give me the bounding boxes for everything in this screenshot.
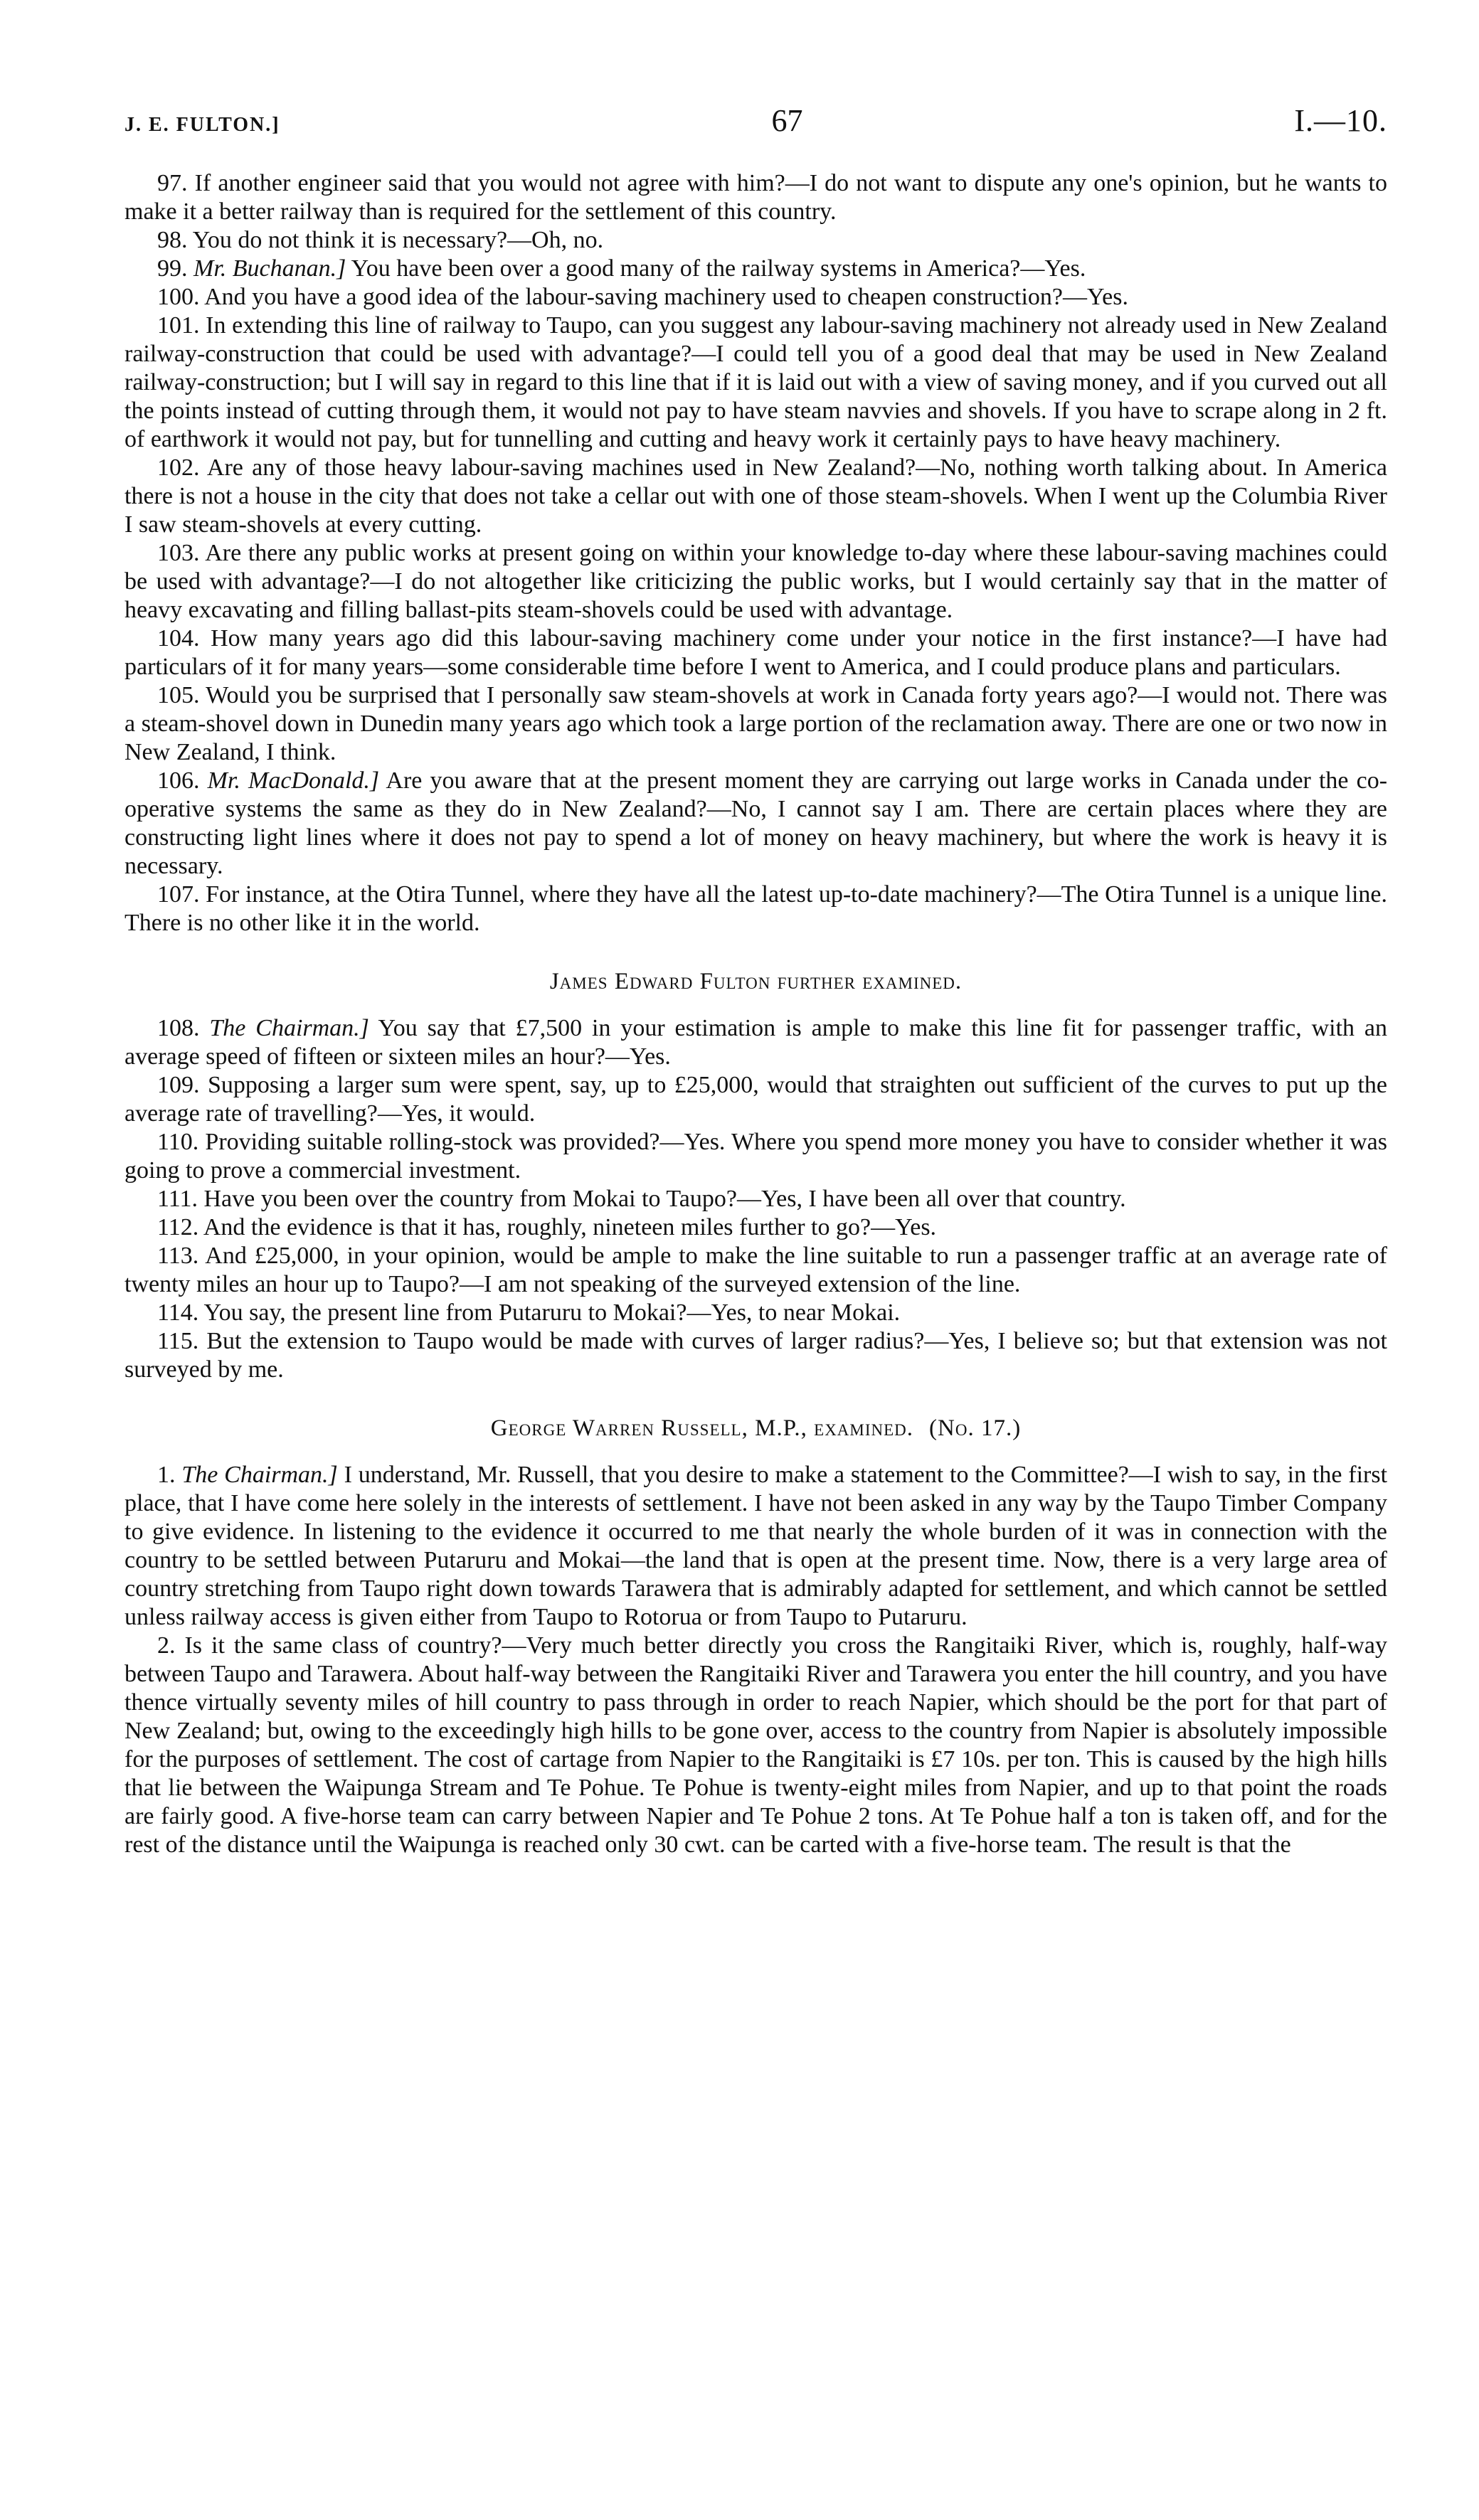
question-114: 114. You say, the present line from Putaruru to Mokai?—Yes, to near Mokai. xyxy=(157,1299,901,1326)
page-number: 67 xyxy=(771,103,803,138)
question-102: 102. Are any of those heavy labour-saving machines used in New Zealand?—No, nothing worth talking about. In America there is not a house in the city that does not take a cellar out with one of those steam-shovels. When I went up the Columbia River I saw steam-shovels at every cutting. xyxy=(124,454,1388,538)
paper-reference: I.—10. xyxy=(1294,103,1387,138)
question-115: 115. But the extension to Taupo would be made with curves of larger radius?—Yes, I believe so; but that extension was not surveyed by me. xyxy=(124,1328,1388,1383)
question-105: 105. Would you be surprised that I personally saw steam-shovels at work in Canada forty years ago?—I would not. There was a steam-shovel down in Dunedin many years ago which took a large portion of the reclamation away. There are one or two now in New Zealand, I think. xyxy=(124,682,1388,765)
witness-number: (No. 17.) xyxy=(929,1415,1022,1441)
question-107: 107. For instance, at the Otira Tunnel, where they have all the latest up-to-date machinery?—The Otira Tunnel is a unique line. There is no other like it in the world. xyxy=(124,881,1387,936)
question-108: 108. The Chairman.] You say that £7,500 in your estimation is ample to make this line fit for passenger traffic, with an average speed of fifteen or sixteen miles an hour?—Yes. xyxy=(124,1015,1388,1070)
header-witness-name: J. E. FULTON.] xyxy=(124,114,280,136)
question-2: 2. Is it the same class of country?—Very much better directly you cross the Rangitaiki River, which is, roughly, half-way between Taupo and Tarawera. About half-way between the Rangitaiki River and Tarawera you enter the hill country, and you have thence virtually seventy miles of hill country to pass through in order to reach Napier, which should be the port for that part of New Zealand; but, owing to the exceedingly high hills to be gone over, access to the country from Napier is absolutely impossible for the purposes of settlement. The cost of cartage from Napier to the Rangitaiki is £7 10s. per ton. This is caused by the high hills that lie between the Waipunga Stream and Te Pohue. Te Pohue is twenty-eight miles from Napier, and up to that point the roads are fairly good. A five-horse team can carry between Napier and Te Pohue 2 tons. At Te Pohue half a ton is taken off, and for the rest of the distance until the Waipunga is reached only 30 cwt. can be carted with a five-horse team. The result is that the xyxy=(124,1632,1388,1858)
question-112: 112. And the evidence is that it has, roughly, nineteen miles further to go?—Yes. xyxy=(157,1214,937,1240)
evidence-section-3 xyxy=(124,1461,1387,1859)
speaker-name: Mr. MacDonald.] xyxy=(207,767,380,794)
question-97: 97. If another engineer said that you would not agree with him?—I do not want to dispute any one's opinion, but he wants to make it a better railway than is required for the settlement of this country. xyxy=(124,170,1387,225)
witness-name: George Warren Russell, M.P., examined. xyxy=(490,1415,914,1441)
page-header xyxy=(124,103,1387,164)
question-109: 109. Supposing a larger sum were spent, say, up to £25,000, would that straighten out sufficient of the curves to put up the average rate of travelling?—Yes, it would. xyxy=(124,1072,1388,1127)
document-page xyxy=(124,103,1388,1859)
question-106: 106. Mr. MacDonald.] Are you aware that at the present moment they are carrying out large works in Canada under the co-operative systems the same as they do in New Zealand?—No, I cannot say I am. There are certain places where they are constructing light lines where it does not pay to spend a lot of money on heavy machinery, but where the work is heavy it is necessary. xyxy=(124,767,1388,879)
question-103: 103. Are there any public works at present going on within your knowledge to-day where these labour-saving machines could be used with advantage?—I do not altogether like criticizing the public works, but I would certainly say that in the matter of heavy excavating and filling ballast-pits steam-shovels could be used with advantage. xyxy=(124,540,1388,623)
question-101: 101. In extending this line of railway to Taupo, can you suggest any labour-saving machinery not already used in New Zealand railway-construction that could be used with advantage?—I could tell you of a good deal that may be used in New Zealand railway-construction; but I will say in regard to this line that if it is laid out with a view of saving money, and if you curved out all the points instead of cutting through them, it would not pay to have steam navvies and shovels. If you have to scrape along in 2 ft. of earthwork it would not pay, but for tunnelling and cutting and heavy work it certainly pays to have heavy machinery. xyxy=(124,312,1387,452)
question-104: 104. How many years ago did this labour-saving machinery come under your notice in the first instance?—I have had particulars of it for many years—some considerable time before I went to America, and I could produce plans and particulars. xyxy=(124,625,1388,680)
question-110: 110. Providing suitable rolling-stock was provided?—Yes. Where you spend more money you have to consider whether it was going to prove a commercial investment. xyxy=(124,1129,1387,1184)
question-98: 98. You do not think it is necessary?—Oh, no. xyxy=(157,227,604,253)
witness-heading-fulton: James Edward Fulton further examined. xyxy=(549,969,963,994)
question-111: 111. Have you been over the country from Mokai to Taupo?—Yes, I have been all over that country. xyxy=(157,1186,1126,1212)
speaker-name: Mr. Buchanan.] xyxy=(194,255,346,282)
question-113: 113. And £25,000, in your opinion, would be ample to make the line suitable to run a passenger traffic at an average rate of twenty miles an hour up to Taupo?—I am not speaking of the surveyed extension of the line. xyxy=(124,1243,1388,1297)
question-1: 1. The Chairman.] I understand, Mr. Russell, that you desire to make a statement to the Committee?—I wish to say, in the first place, that I have come here solely in the interests of settlement. I have not been asked in any way by the Taupo Timber Company to give evidence. In listening to the evidence it occurred to me that nearly the whole burden of it was in connection with the country to be settled between Putaruru and Mokai—the land that is open at the present time. Now, there is a very large area of country stretching from Taupo right down towards Tarawera that is admirably adapted for settlement, and which cannot be settled unless railway access is given either from Taupo to Rotorua or from Taupo to Putaruru. xyxy=(124,1462,1388,1630)
evidence-section-2 xyxy=(124,1014,1387,1384)
witness-heading-russell xyxy=(124,1414,1387,1442)
question-99: 99. Mr. Buchanan.] You have been over a good many of the railway systems in America?—Yes. xyxy=(157,255,1086,282)
question-100: 100. And you have a good idea of the labour-saving machinery used to cheapen construction?—Yes. xyxy=(157,284,1128,310)
speaker-name: The Chairman.] xyxy=(181,1462,338,1488)
speaker-name: The Chairman.] xyxy=(209,1015,369,1041)
evidence-section-1 xyxy=(124,169,1387,937)
